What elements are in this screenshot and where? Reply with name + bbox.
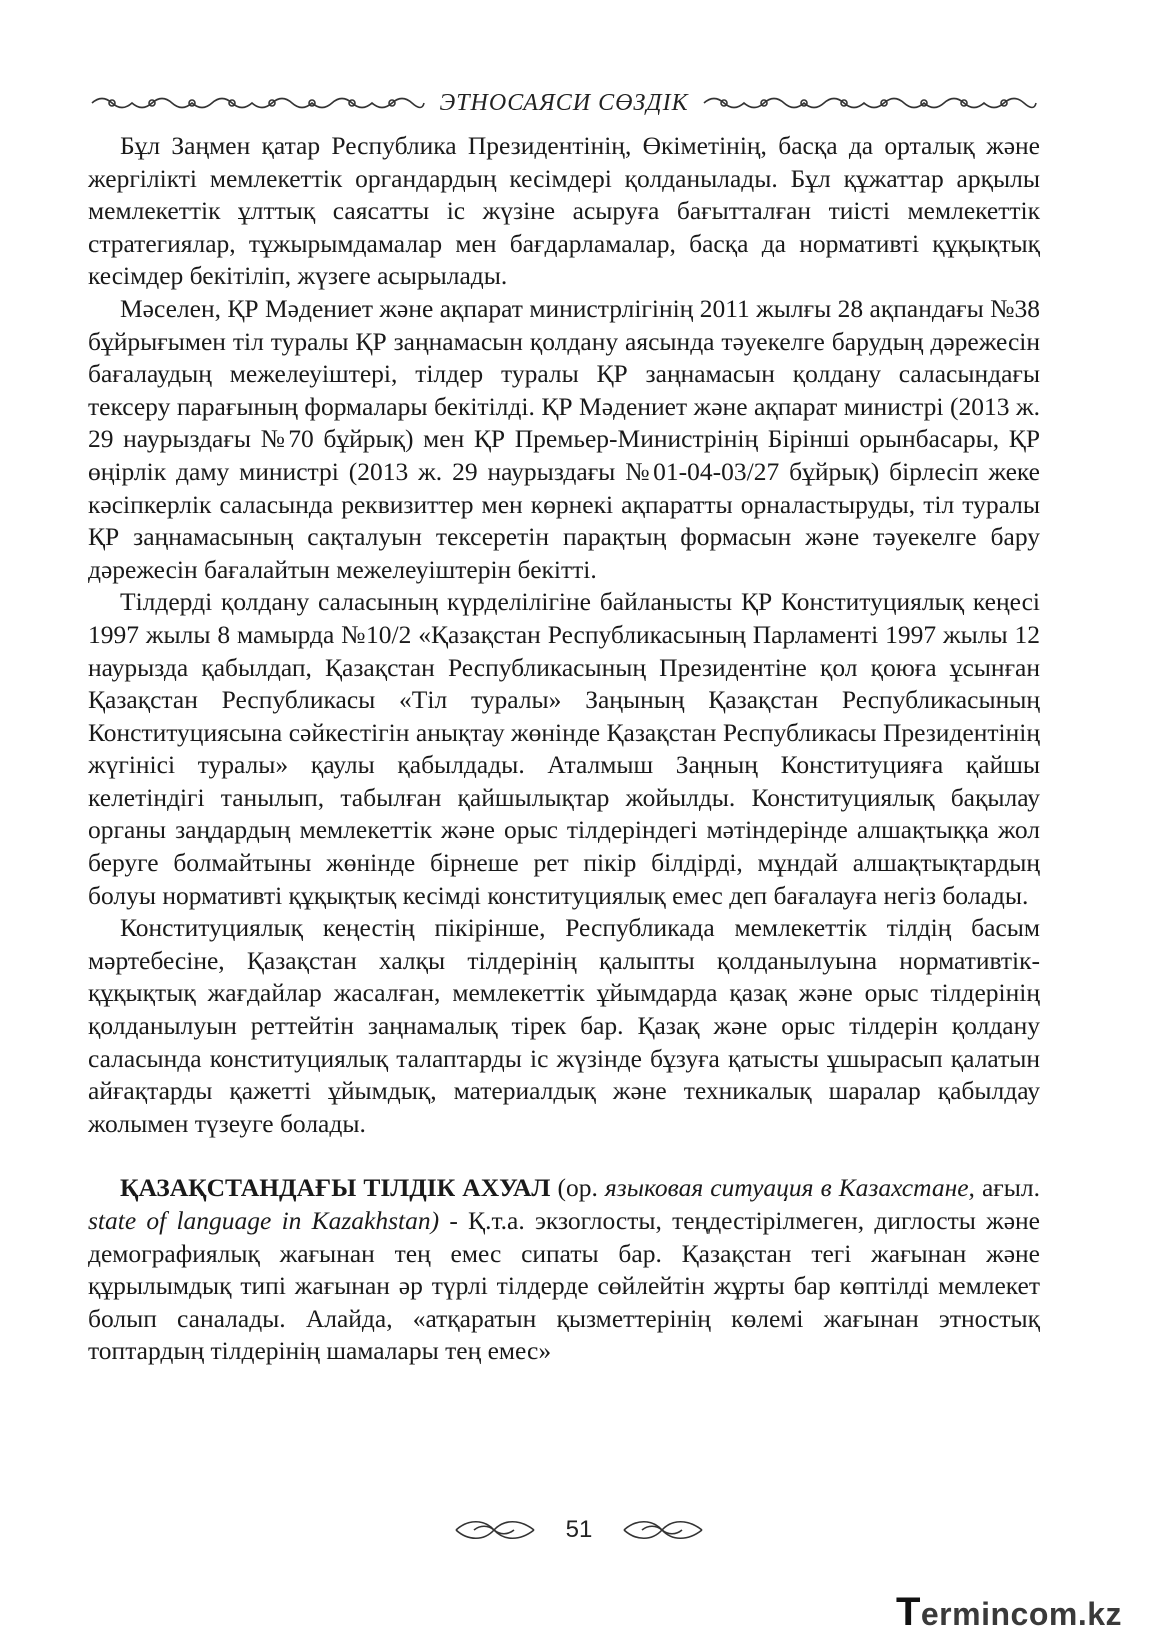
entry-definition: - Қ.т.а. экзоглосты, теңдестірілмеген, диглосты және демографиялық жағынан тең емес сипаты бар. Қазақстан тегі жағынан және құрылымдық типі жағынан әр түрлі тілдерде сөйлейтін жұрты бар көптілді мемлекет болып саналады. Алайда, «атқаратын қызметтерінің көлемі жағынан этностық топтардың тілдерінің шамалары тең емес» bbox=[88, 1206, 1040, 1366]
paragraph: Мәселен, ҚР Мәдениет және ақпарат министрлігінің 2011 жылғы 28 ақпандағы №38 бұйрығымен тіл туралы ҚР заңнамасын қолдану аясында тәуекелге барудың дәрежесін бағалаудың межелеуіштері, тілдер туралы ҚР заңнамасын қолдану саласындағы тексеру парағының формалары бекітілді. ҚР Мәдениет және ақпарат министрі (2013 ж. 29 наурыздағы №70 бұйрық) мен ҚР Премьер-Министрінің Бірінші орынбасары, ҚР өңірлік даму министрі (2013 ж. 29 наурыздағы №01-04-03/27 бұйрық) бірлесіп жеке кәсіпкерлік саласында реквизиттер мен көрнекі ақпаратты орналастыруды, тіл туралы ҚР заңнамасының сақталуын тексеретін парақтың формасын және тәуекелге бару дәрежесін бағалайтын межелеуіштерін бекітті. bbox=[88, 293, 1040, 584]
page-number: 51 bbox=[565, 1516, 593, 1543]
right-swirl-ornament-icon bbox=[622, 1517, 704, 1543]
entry-russian-term: языковая ситуация в Казахстане, bbox=[604, 1173, 975, 1203]
page-footer bbox=[0, 1510, 1158, 1550]
entry-term: ҚАЗАҚСТАНДАҒЫ ТІЛДІК АХУАЛ bbox=[120, 1173, 551, 1203]
paragraph: Тілдерді қолдану саласының күрделілігіне байланысты ҚР Конституциялық кеңесі 1997 жылы 8 мамырда №10/2 «Қазақстан Республикасының Парламенті 1997 жылы 12 наурызда қабылдап, Қазақстан Республикасының Президентіне қол қоюға ұсынған Қазақстан Республикасы «Тіл туралы» Заңының Қазақстан Республикасының Конституциясына сәйкестігін анықтау жөнінде Қазақстан Республикасы Президентінің жүгінісі туралы» қаулы қабылдады. Аталмыш Заңның Конституцияға қайшы келетіндігі танылып, табылған қайшылықтар жойылды. Конституциялық бақылау органы заңдардың мемлекеттік және орыс тілдеріндегі мәтіндерінде алшақтыққа жол беруге болмайтыны жөнінде бірнеше рет пікір білдірді, мұндай алшақтықтардың болуы нормативті құқықтық кесімді конституциялық емес деп бағалауға негіз болады. bbox=[88, 587, 1040, 910]
entry-open-paren: (ор. bbox=[550, 1173, 605, 1203]
paragraph: Конституциялық кеңестің пікірінше, Республикада мемлекеттік тілдің басым мәртебесіне, Қазақстан халқы тілдерінің қалыпты қолданылуына нормативтік-құқықтық жағдайлар жасалған, мемлекеттік ұйымдарда қазақ және орыс тілдерінің қолданылуын реттейтін заңнамалық тірек бар. Қазақ және орыс тілдерін қолдану саласында конституциялық талаптарды іс жүзінде бұзуға қатысты ұшырасып қалатын айғақтарды қажетті ұйымдық, материалдық және техникалық шаралар қабылдау жолымен түзеуге болады. bbox=[88, 913, 1040, 1138]
dictionary-entry bbox=[88, 1172, 1040, 1368]
site-watermark bbox=[896, 1590, 1122, 1635]
entry-english-prefix: ағыл. bbox=[974, 1173, 1040, 1203]
running-header-title: ЭТНОСАЯСИ СӨЗДІК bbox=[439, 89, 689, 116]
right-ornament-band-icon bbox=[700, 92, 1040, 114]
watermark-initial: T bbox=[895, 1590, 921, 1634]
body-text bbox=[88, 130, 1040, 1368]
paragraph: Бұл Заңмен қатар Республика Президентінің, Өкіметінің, басқа да орталық және жергілікті мемлекеттік органдардың кесімдері қолданылады. Бұл құжаттар арқылы мемлекеттік ұлттық саясатты іс жүзіне асыруға бағытталған тиісті мемлекеттік стратегиялар, тұжырымдамалар мен бағдарламалар, басқа да нормативті құқықтық кесімдер бекітіліп, жүзеге асырылады. bbox=[88, 131, 1040, 291]
left-swirl-ornament-icon bbox=[454, 1517, 536, 1543]
running-header bbox=[88, 86, 1040, 120]
left-ornament-band-icon bbox=[88, 92, 428, 114]
entry-english-term: state of language in Kazakhstan) bbox=[88, 1206, 440, 1235]
watermark-text: ermincom.kz bbox=[920, 1596, 1122, 1632]
